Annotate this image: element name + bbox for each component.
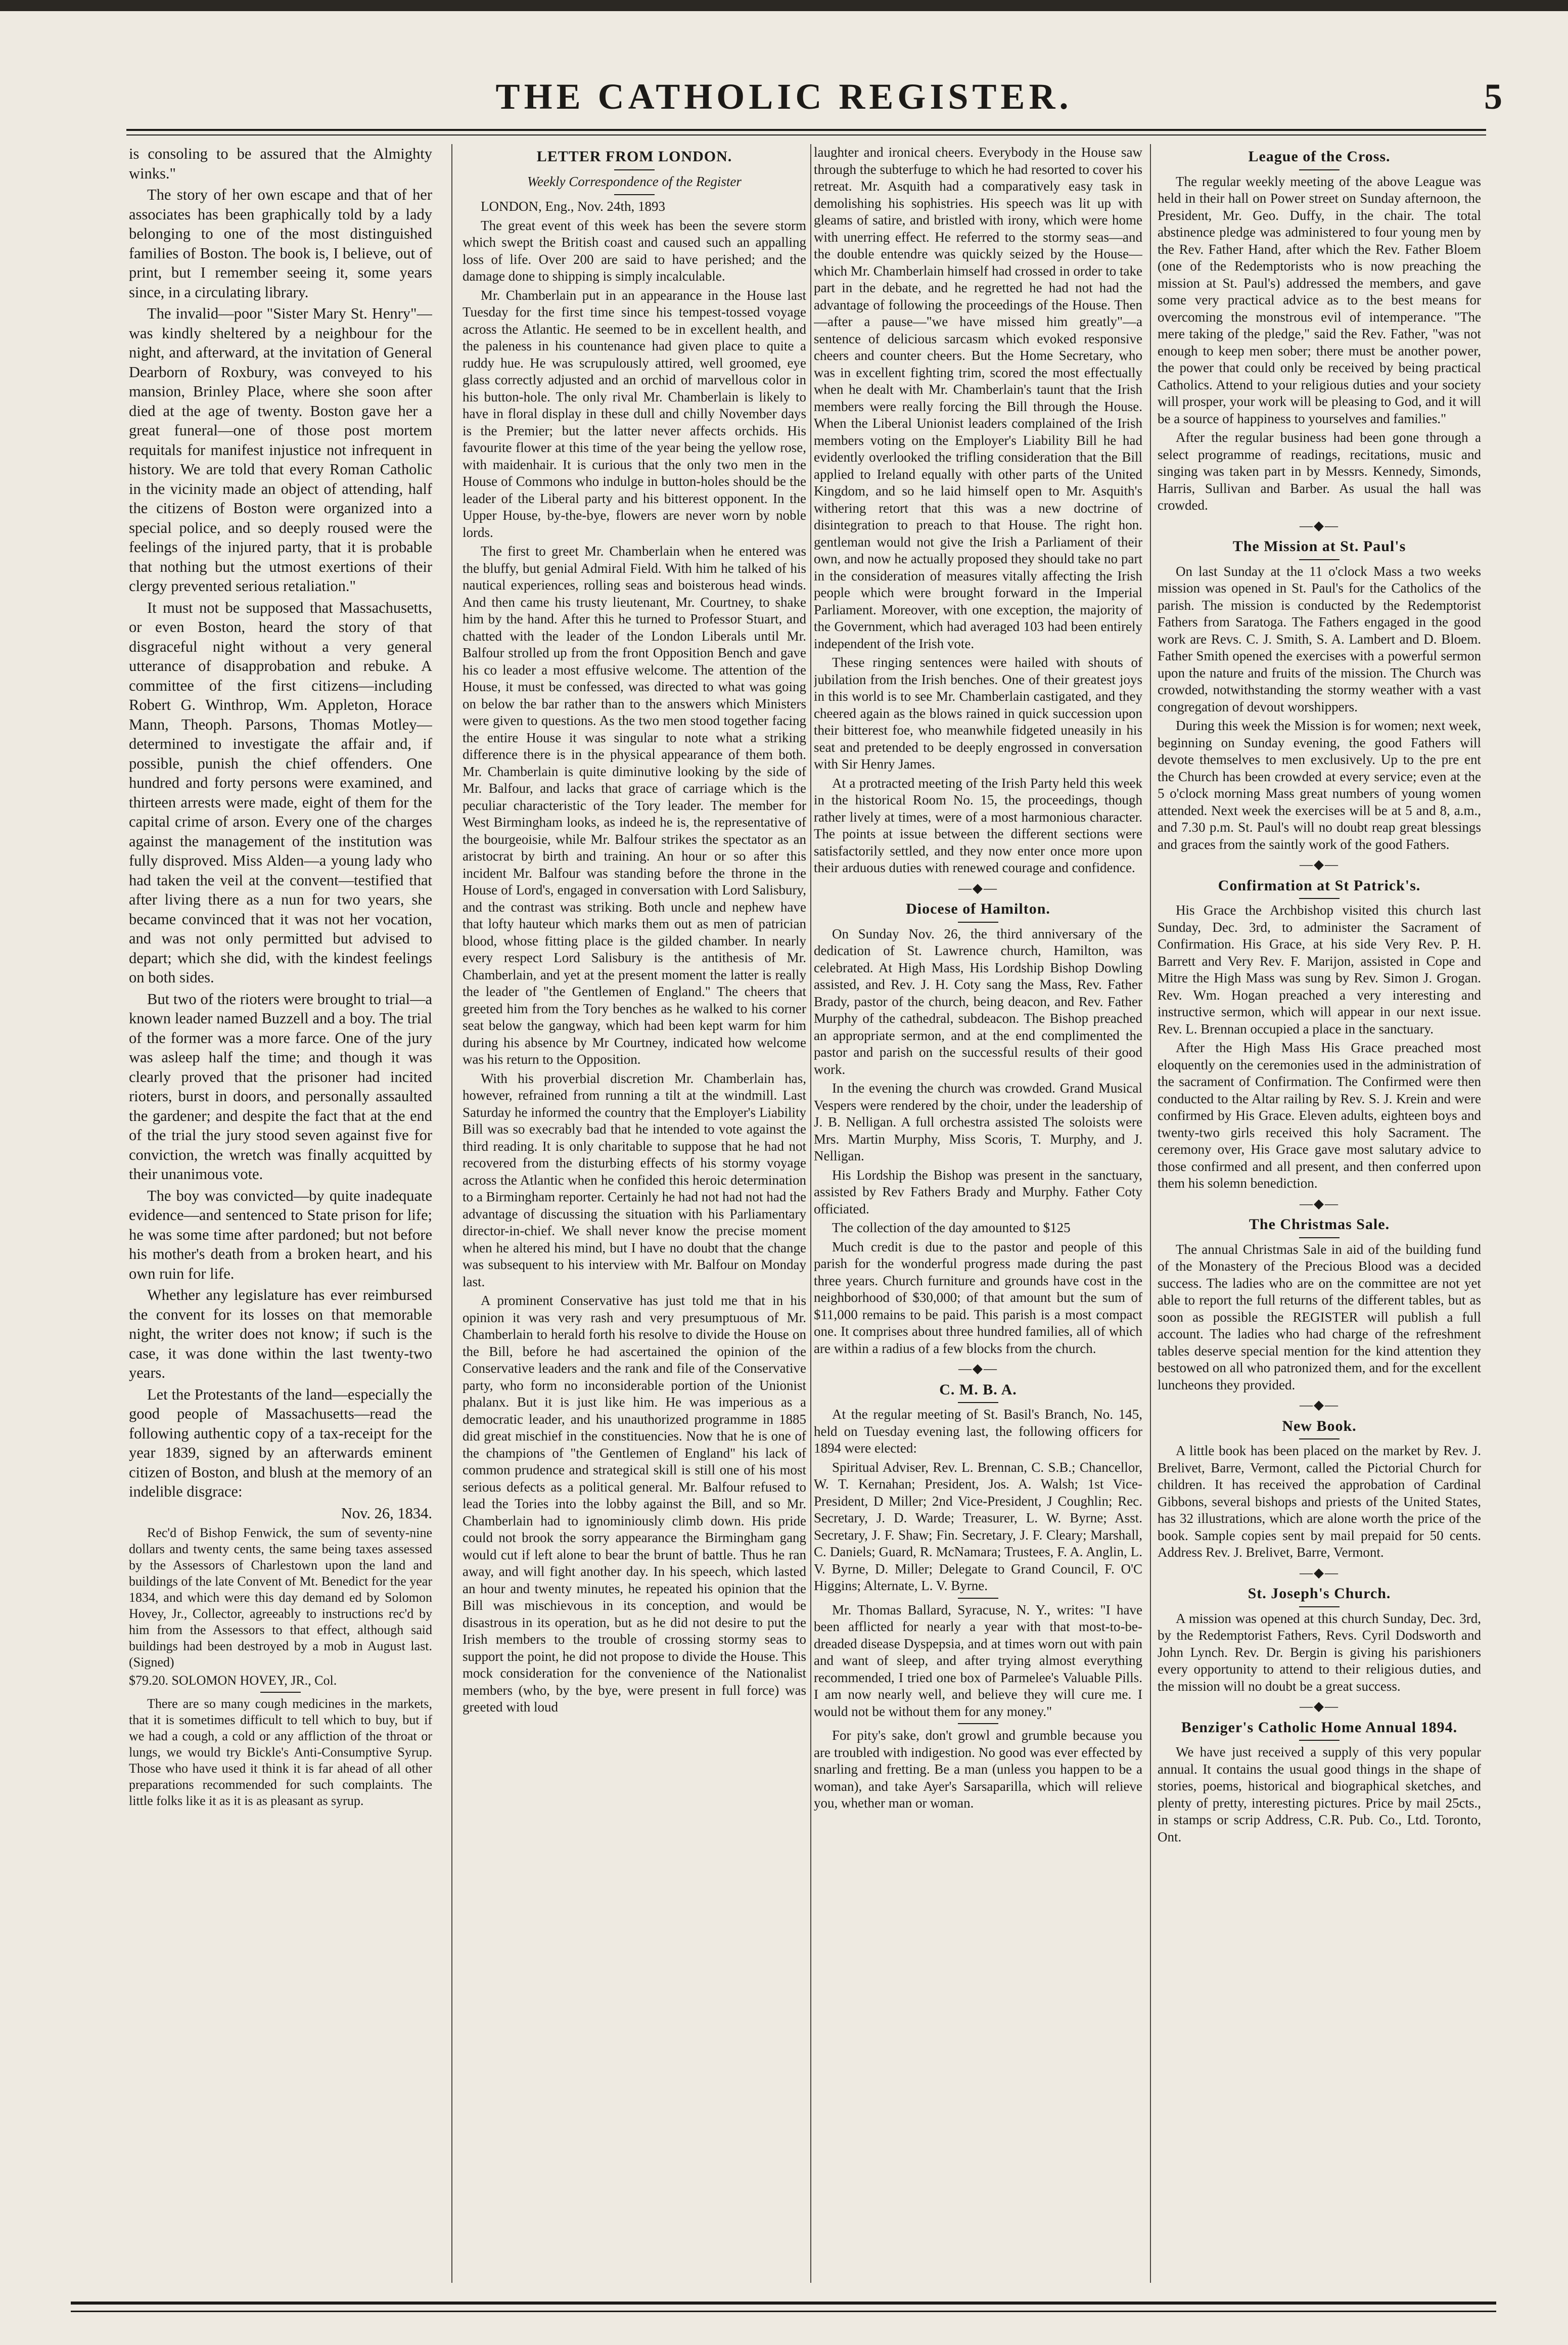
separator: [958, 1402, 998, 1403]
paragraph: The story of her own escape and that of her associates has been graphically told by a lady belonging to one of the most distinguished families of Boston. The book is, I believe, out of print, but I remember seeing it, some years since, in a circulating library.: [129, 186, 432, 301]
paragraph: Mr. Chamberlain put in an appearance in the House last Tuesday for the first time since his tempest-tossed voyage across the Atlantic. He seemed to be in excellent health, and the paleness in his countenance had given place to quite a ruddy hue. He was scrupulously attired, well groomed, eye glass correctly adjusted and an orchid of marvellous color in his button-hole. The only rival Mr. Chamberlain is likely to have in floral display in these dull and chilly November days is the Premier; but the latter never affects orchids. His favourite flower at this time of the year being the yellow rose, with maidenhair. It is curious that the only two men in the House of Commons who indulge in button-holes should be the leader of the Liberal party and his bitterest opponent. In the Upper House, by-the-bye, flowers are never worn by noble lords.: [463, 287, 806, 540]
paragraph: A mission was opened at this church Sunday, Dec. 3rd, by the Redemptorist Fathers, Revs. Cyril Dodsworth and John Lynch. Rev. Dr. Bergin is giving his parishioners every opportunity to attend to their religious duties, and the mission will no doubt be a great success.: [1158, 1610, 1481, 1694]
advertisement: There are so many cough medicines in the markets, that it is sometimes difficult to tell which to buy, but if we had a cough, a cold or any affliction of the throat or lungs, we would try Bickle's Anti-Consumptive Syrup. Those who have used it think it is far ahead of all other preparations recommended for such complaints. The little folks like it as it is as pleasant as syrup.: [129, 1696, 432, 1808]
column-divider: [810, 144, 811, 2283]
advertisement: Mr. Thomas Ballard, Syracuse, N. Y., writes: "I have been afflicted for nearly a year with that most-to-be-dreaded disease Dyspepsia, and at times worn out with pain and want of sleep, and after trying almost everything recommended, I tried one box of Parmelee's Valuable Pills. I am now nearly well, and believe they will cure me. I would not be without them for any money.": [814, 1602, 1142, 1719]
column-2: [463, 144, 806, 2283]
separator: [1299, 1606, 1340, 1607]
paragraph: The boy was convicted—by quite inadequate evidence—and sentenced to State prison for life; he was some time after pardoned; but not before his mother's death from a broken heart, and his own ruin for life.: [129, 1187, 432, 1282]
paragraph: The invalid—poor "Sister Mary St. Henry"—was kindly sheltered by a neighbour for the night, and afterward, at the invitation of General Dearborn of Roxbury, was conveyed to his mansion, Brinley Place, where she soon after died at the age of twenty. Boston gave her a great funeral—one of those post mortem requitals for manifest injustice not infrequent in history. We are told that every Roman Catholic in the vicinity made an object of attending, half the citizens of Boston were organized into a special police, and so deeply roused were the feelings of the injured party, that it is probable that nothing but the utmost exertions of their clergy prevented serious retaliation.": [129, 305, 432, 595]
paragraph: In the evening the church was crowded. Grand Musical Vespers were rendered by the choir, under the leadership of J. B. Nelligan. A full orchestra assisted The soloists were Mrs. Martin Murphy, Miss Scoris, T. Murphy, and J. Nelligan.: [814, 1080, 1142, 1163]
ornament-divider: —◆—: [1300, 857, 1339, 872]
receipt-text: Rec'd of Bishop Fenwick, the sum of seventy-nine dollars and twenty cents, the same being taxes assessed by the Assessors of Charlestown upon the land and buildings of the late Convent of Mt. Benedict for the year 1834, and which were this day demand ed by Solomon Hovey, Jr., Collector, agreeably to instructions rec'd by him from the Assessors to that effect, although said buildings had been destroyed by a mob in August last. (Signed): [129, 1525, 432, 1670]
section-heading: Confirmation at St Patrick's.: [1218, 877, 1421, 894]
separator: [1299, 1740, 1340, 1741]
paragraph: We have just received a supply of this very popular annual. It contains the usual good things in the shape of stories, poems, historical and biographical sketches, and plenty of pretty, interesting pictures. Price by mail 25cts., in stamps or scrip Address, C.R. Pub. Co., Ltd. Toronto, Ont.: [1158, 1744, 1481, 1844]
masthead-rule-thin: [126, 134, 1486, 136]
article-subheading: Weekly Correspondence of the Register: [527, 173, 742, 189]
masthead-rule: [126, 129, 1486, 131]
separator: [260, 1692, 301, 1693]
paragraph: Much credit is due to the pastor and people of this parish for the wonderful progress made during the past three years. Church furniture and grounds have cost in the neighborhood of $30,000; of that amount but the sum of $11,000 remains to be paid. This parish is a most compact one. It comprises about three hundred families, all of which are within a radius of a few blocks from the church.: [814, 1239, 1142, 1356]
paragraph: On last Sunday at the 11 o'clock Mass a two weeks mission was opened in St. Paul's for the Catholics of the parish. The mission is conducted by the Redemptorist Fathers from Saratoga. The Fathers engaged in the good work are Revs. C. J. Smith, S. A. Lambert and D. Bloem. Father Smith opened the exercises with a powerful sermon upon the nature and fruits of the mission. The Church was crowded, notwithstanding the stormy weather with a vast congregation of devout worshippers.: [1158, 563, 1481, 714]
paragraph: Let the Protestants of the land—especially the good people of Massachusetts—read the following authentic copy of a tax-receipt for the year 1839, signed by an afterwards eminent citizen of Boston, and blush at the memory of an indelible disgrace:: [129, 1385, 432, 1500]
separator: [614, 194, 655, 195]
masthead-title: THE CATHOLIC REGISTER.: [495, 76, 1073, 117]
ornament-divider: —◆—: [1300, 518, 1339, 533]
paragraph: The collection of the day amounted to $125: [832, 1220, 1071, 1235]
separator: [1299, 169, 1340, 170]
dateline: LONDON, Eng., Nov. 24th, 1893: [481, 199, 665, 214]
advertisement: For pity's sake, don't growl and grumble because you are troubled with indigestion. No good was ever effected by snarling and fretting. Be a man (unless you happen to be a woman), and take Ayer's Sarsaparilla, which will relieve you, whether man or woman.: [814, 1728, 1142, 1811]
paragraph: Whether any legislature has ever reimbursed the convent for its losses on that memorable night, the writer does not know; if such is the case, it was done within the last twenty-two years.: [129, 1286, 432, 1381]
section-heading: League of the Cross.: [1248, 148, 1391, 165]
ornament-divider: —◆—: [1300, 1699, 1339, 1713]
paragraph: On Sunday Nov. 26, the third anniversary of the dedication of St. Lawrence church, Hamilton, was celebrated. At High Mass, His Lordship Bishop Dowling assisted, and Rev. J. H. Coty sang the Mass, Rev. Father Brady, pastor of the church, being deacon, and Rev. Father Murphy of the cathedral, subdeacon. The Bishop preached an appropriate sermon, and at the end complimented the pastor and parish on the successful results of their good work.: [814, 926, 1142, 1077]
separator: [1299, 898, 1340, 899]
column-4: [1158, 144, 1481, 2283]
paragraph: At the regular meeting of St. Basil's Branch, No. 145, held on Tuesday evening last, the following officers for 1894 were elected:: [814, 1407, 1142, 1456]
separator: [1299, 1237, 1340, 1238]
paragraph: A little book has been placed on the market by Rev. J. Brelivet, Barre, Vermont, called the Pictorial Church for children. It has received the approbation of Cardinal Gibbons, several bishops and priests of the United States, has 32 illustrations, which are alone worth the price of the book. Sample copies sent by mail prepaid for 50 cents. Address Rev. J. Brelivet, Barre, Vermont.: [1158, 1443, 1481, 1560]
separator: [1299, 1438, 1340, 1439]
section-heading: The Christmas Sale.: [1249, 1216, 1390, 1233]
section-heading: Benziger's Catholic Home Annual 1894.: [1181, 1719, 1458, 1736]
column-divider: [1150, 144, 1151, 2283]
paragraph: The annual Christmas Sale in aid of the building fund of the Monastery of the Precious Blood was a decided success. The ladies who are on the committee are not yet able to report the full returns of the different tables, but as soon as possible the REGISTER will publish a full account. The ladies who had charge of the refreshment tables deserve special mention for the kind attention they bestowed on all who patronized them, and for the excellent luncheons they provided.: [1158, 1241, 1481, 1392]
paragraph: After the regular business had been gone through a select programme of readings, recitations, music and singing was taken part in by Messrs. Kennedy, Simonds, Harris, Sullivan and Barber. As usual the hall was crowded.: [1158, 430, 1481, 513]
paragraph: The first to greet Mr. Chamberlain when he entered was the bluffy, but genial Admiral Field. With him he talked of his nautical experiences, rolling seas and boisterous head winds. And then came his trusty lieutenant, Mr. Courtney, to shake him by the hand. After this he turned to Professor Stuart, and chatted with the leader of the London Liberals until Mr. Balfour strolled up from the front Opposition Bench and gave his co leader a most effusive welcome. The attention of the House, it must be confessed, was directed to what was going on below the bar rather than to the answers which Ministers were given to questions. As the two men stood together facing the entire House it was singular to note what a striking difference there is in the physical appearance of them both. Mr. Chamberlain is quite diminutive looking by the side of Mr. Balfour, and lacks that grace of carriage which is the peculiar characteristic of the Tory leader. The member for West Birmingham looks, as indeed he is, the representative of the bourgeoisie, while Mr. Balfour strikes the spectator as an aristocrat by birth and training. An hour or so after this incident Mr. Balfour was standing before the throne in the House of Lord's, engaged in conversation with Lord Salisbury, and the contrast was striking. Both uncle and nephew have that lofty hauteur which marks them out as men of patrician blood, whose fitting place is the gilded chamber. In nearly every respect Lord Salisbury is the antithesis of Mr. Chamberlain, and yet at the present moment the latter is really the leader of "the Gentlemen of England." The cheers that greeted him from the Tory benches as he walked to his corner seat below the gangway, which had been kept warm for him during his absence by Mr Courtney, indicated how welcome was his return to the Opposition.: [463, 544, 806, 1067]
ornament-divider: —◆—: [1300, 1565, 1339, 1580]
ornament-divider: —◆—: [1300, 1196, 1339, 1211]
separator: [958, 1598, 998, 1599]
ornament-divider: —◆—: [1300, 1397, 1339, 1412]
paragraph: With his proverbial discretion Mr. Chamberlain has, however, refrained from running a tilt at the windmill. Last Saturday he informed the country that the Employer's Liability Bill was so execrably bad that he intended to vote against the third reading. It is only charitable to suppose that he had not recovered from the disturbing effects of his stormy voyage across the Atlantic when he confided this heroic determination to a Birmingham reporter. Certainly he had not had not had the advantage of discussing the situation with his Parliamentary director-in-chief. We shall never know the precise moment when he altered his mind, but I have no doubt that the change was subsequent to his interview with Mr. Balfour on Monday last.: [463, 1070, 806, 1289]
bottom-rule-thin: [71, 2311, 1496, 2312]
paragraph: His Grace the Archbishop visited this church last Sunday, Dec. 3rd, to administer the Sacrament of Confirmation. His Grace, at his side Very Rev. P. H. Barrett and Very Rev. F. Marijon, assisted in Cope and Mitre the High Mass was sung by Rev. Simon J. Grogan. Rev. Wm. Hogan preached a very interesting and instructive sermon, which will appear in our next issue. Rev. L. Brennan occupied a place in the sanctuary.: [1158, 903, 1481, 1036]
paragraph: During this week the Mission is for women; next week, beginning on Sunday evening, the good Fathers will devote themselves to men exclusively. Up to the pre ent the Church has been crowded at every service; even at the 5 o'clock morning Mass great numbers of young women attended. Next week the exercises will be at 5 and 8, a.m., and 7.30 p.m. St. Paul's will no doubt reap great blessings and graces from the saintly work of the good Fathers.: [1158, 718, 1481, 852]
separator: [1299, 559, 1340, 560]
ornament-divider: —◆—: [958, 880, 998, 895]
paragraph: It must not be supposed that Massachusetts, or even Boston, heard the story of that disgraceful night without a very general utterance of disapprobation and rebuke. A committee of the first citizens—including Robert G. Winthrop, Wm. Appleton, Horace Mann, Theoph. Parsons, Thomas Motley—determined to investigate the affair and, if possible, punish the chief offenders. One hundred and forty persons were examined, and thirteen arrests were made, eight of them for the capital crime of arson. Every one of the charges against the management of the institution was fully disproved. Miss Alden—a young lady who had taken the veil at the convent—testified that after living there as a nun for two years, she became convinced that it was not her vocation, and was not only permitted but advised to depart; which she did, with the kindest feelings on both sides.: [129, 599, 432, 986]
section-heading: New Book.: [1282, 1417, 1357, 1434]
page-number: 5: [1484, 76, 1502, 117]
ornament-divider: —◆—: [958, 1361, 998, 1376]
column-1: [129, 144, 432, 2283]
paragraph: Spiritual Adviser, Rev. L. Brennan, C. S.B.; Chancellor, W. T. Kernahan; President, Jos. A. Walsh; 1st Vice-President, D Miller; 2nd Vice-President, J Coughlin; Rec. Secretary, J. D. Warde; Treasurer, L. W. Byrne; Asst. Secretary, J. F. Shaw; Fin. Secretary, J. F. Cleary; Marshall, C. Daniels; Guard, R. McNamara; Trustees, F. A. Anglin, L. V. Byrne, D. Miller; Delegate to Grand Council, F. O'C Higgins; Alternate, L. V. Byrne.: [814, 1459, 1142, 1593]
column-3: [814, 144, 1142, 2283]
paragraph: The great event of this week has been the severe storm which swept the British coast and caused such an appalling loss of life. Over 200 are said to have perished; and the damage done to shipping is simply incalculable.: [463, 217, 806, 284]
paragraph: But two of the rioters were brought to trial—a known leader named Buzzell and a boy. The trial of the former was a more farce. One of the jury was asleep half the time; and though it was clearly proved that the prisoner had incited rioters, burst in doors, and personally assaulted the gardener; and despite the fact that at the end of the trial the jury stood seven against five for conviction, the wretch was finally acquitted by their unanimous vote.: [129, 990, 432, 1183]
paragraph: A prominent Conservative has just told me that in his opinion it was very rash and very presumptuous of Mr. Chamberlain to herald forth his resolve to divide the House on the Bill, before he had ascertained the opinion of the Conservative leaders and the rank and file of the Conservative party, who form no inconsiderable portion of the Unionist phalanx. But it is just like him. He was imperious as a democratic leader, and his unauthorized programme in 1885 did great mischief in the constituencies. Now that he is one of the champions of "the Gentlemen of England" his lack of common prudence and strategical skill is still one of his most serious defects as a political general. Mr. Balfour refused to lead the Tories into the lobby against the Bill, and so Mr. Chamberlain had to ignominiously climb down. His pride could not brook the sorry appearance the Birmingham gang would cut if left alone to bear the brunt of battle. Thus he ran away, and will fight another day. In his speech, which lasted an hour and twenty minutes, he repeated his opinion that the Bill was mischievous in its conception, and would be disastrous in its operation, but as he did not desire to put the Irish members to the trouble of crossing stormy seas to support the point, he did not propose to divide the House. This mock consideration for the convenience of the Nationalist members (who, by the bye, were present in full force) was greeted with loud: [463, 1293, 806, 1715]
paragraph: After the High Mass His Grace preached most eloquently on the ceremonies used in the administration of the sacrament of Confirmation. The Confirmed were then conducted to the Altar railing by Rev. S. J. Krein and were confirmed by His Grace. Eleven adults, eighteen boys and twenty-two girls received this holy Sacrament. The ceremony over, His Grace gave most salutary advice to those confirmed and all present, and then conferred upon them his solemn benediction.: [1158, 1040, 1481, 1191]
section-heading: Diocese of Hamilton.: [906, 900, 1050, 917]
paragraph: His Lordship the Bishop was present in the sanctuary, assisted by Rev Fathers Brady and Murphy. Father Coty officiated.: [814, 1167, 1142, 1216]
section-heading: The Mission at St. Paul's: [1232, 538, 1406, 555]
receipt-date: Nov. 26, 1834.: [341, 1504, 432, 1522]
column-divider: [451, 144, 452, 2283]
paragraph: The regular weekly meeting of the above League was held in their hall on Power street on Sunday afternoon, the President, Mr. Geo. Duffy, in the chair. The total abstinence pledge was administered to four young men by the Rev. Father Hand, after which the Rev. Father Bloem (one of the Redemptorists who is now preaching the mission at St. Paul's) addressed the members, and gave some very practical advice as to the best means for overcoming the monstrous evil of intemperance. "The mere taking of the pledge," said the Rev. Father, "was not enough to keep men sober; there must be another power, the power that could only be received by being practical Catholics. Attend to your religious duties and your society will prosper, your work will be pleasing to God, and it will be a source of happiness to yourselves and families.": [1158, 173, 1481, 426]
section-heading: C. M. B. A.: [939, 1381, 1017, 1398]
receipt-signature: $79.20. SOLOMON HOVEY, JR., Col.: [129, 1673, 337, 1688]
paragraph: At a protracted meeting of the Irish Party held this week in the historical Room No. 15, the proceedings, though rather lively at times, were of a most harmonious character. The points at issue between the different sections were satisfactorily settled, and they now enter once more upon their arduous duties with renewed courage and confidence.: [814, 775, 1142, 875]
article-heading: LETTER FROM LONDON.: [536, 148, 732, 165]
separator: [958, 1723, 998, 1724]
paragraph: is consoling to be assured that the Almighty winks.": [129, 145, 432, 182]
top-edge-band: [0, 0, 1568, 11]
separator: [958, 922, 998, 923]
section-heading: St. Joseph's Church.: [1248, 1585, 1391, 1602]
separator: [614, 169, 655, 170]
bottom-rule: [71, 2302, 1496, 2305]
paragraph: laughter and ironical cheers. Everybody in the House saw through the subterfuge to which he had resorted to cover his retreat. Mr. Asquith had a comparatively easy task in demolishing his sophistries. His speech was lit up with gleams of satire, and bristled with irony, which were home with unerring effect. He referred to the stormy seas—and the double entendre was quickly seized by the House—which Mr. Chamberlain himself had crossed in order to take part in the debate, and he regretted he had not had the advantage of following the proceedings of the House. Then—after a pause—"we have missed him greatly"—a sentence of delicious sarcasm which evoked responsive cheers and counter cheers. But the Home Secretary, who was in excellent fighting trim, scored the most effectually when he dealt with Mr. Chamberlain's taunt that the Irish members were really forcing the Bill through the House. When the Liberal Unionist leaders complained of the Irish members voting on the Employer's Liability Bill he had evidently overlooked the trifling consideration that the Bill applied to Ireland equally with other parts of the United Kingdom, and so he laid himself open to Mr. Asquith's withering retort that this was a new doctrine of disintegration to preach to that House. The right hon. gentleman would not give the Irish a Parliament of their own, and now he actually proposed they should take no part in the consideration of measures vitally affecting the Irish people which were brought forward in the Imperial Parliament. Moreover, with one exception, the majority of the Government, which had averaged 103 had been entirely independent of the Irish vote.: [814, 145, 1142, 651]
paragraph: These ringing sentences were hailed with shouts of jubilation from the Irish benches. One of their greatest joys in this world is to see Mr. Chamberlain castigated, and they cheered again as the blows rained in quick succession upon their bitterest foe, who meanwhile fidgeted uneasily in his seat and pretended to be deeply engrossed in conversation with Sir Henry James.: [814, 655, 1142, 772]
